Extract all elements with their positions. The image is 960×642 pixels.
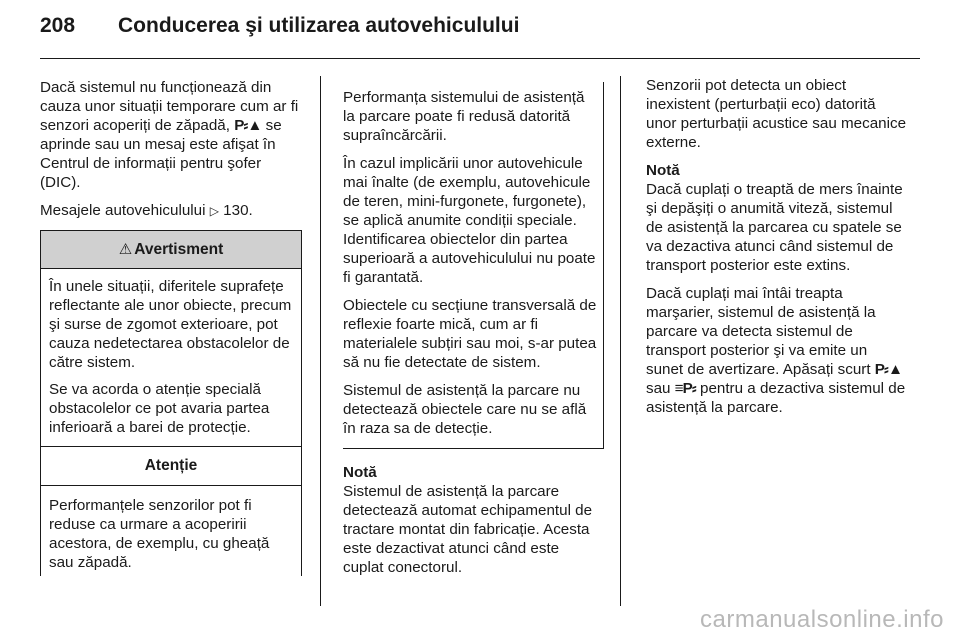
paragraph: Mesajele autovehiculului ▷ 130. (40, 202, 253, 219)
parking-assist-icon: P⸗▲ (874, 361, 903, 378)
column-divider-2 (620, 76, 621, 606)
notice-text: În cazul implicării unor autovehicule mai înalte (de exemplu, autovehicule de teren, mini-furgonete, furgonete), se aplică anumite condiții speciale. Identificarea obiectelor din partea superioară a autovehiculului nu poate fi garantată. (343, 155, 596, 286)
note-block (646, 161, 908, 275)
warning-header: ⚠ Avertisment (41, 230, 301, 269)
note-text: Dacă cuplați o treaptă de mers înainte şi depăşiți o anumită viteză, sistemul de asistență la parcarea cu spatele se va dezactiva atunci când sistemul de transport posterior este extins. (646, 181, 903, 274)
column-divider-1 (320, 76, 321, 606)
page-reference[interactable]: 130. (223, 202, 253, 219)
notice-box (343, 82, 604, 449)
page-ref-arrow-icon: ▷ (209, 204, 219, 218)
paragraph: Senzorii pot detecta un obiect inexistent (perturbații eco) datorită unor perturbații acustice sau mecanice externe. (646, 77, 907, 151)
warning-text: Se va acorda o atenție specială obstacolelor ce pot avaria partea inferioară a barei de protecție. (49, 381, 270, 436)
note-title: Notă (343, 464, 377, 481)
note-title: Notă (646, 162, 680, 179)
parking-assist-icon: P⸗▲ (234, 117, 262, 134)
column-2 (343, 84, 601, 577)
note-block (343, 463, 601, 577)
chapter-title: Conducerea şi utilizarea autovehiculului (118, 14, 520, 37)
page-header (40, 14, 519, 44)
notice-text: Obiectele cu secțiune transversală de reflexie foarte mică, cum ar fi materialele subțiri sau moi, s-ar putea să nu fie detectate de sistem. (343, 297, 597, 371)
paragraph: Dacă sistemul nu funcționează din cauza unor situații temporare cum ar fi senzori acoperiți de zăpadă, P⸗▲ se aprinde sau un mesaj este afişat în Centrul de informații pentru şofer (DIC). (40, 79, 299, 191)
note-text: Sistemul de asistență la parcare detectează automat echipamentul de tractare montat din fabricație. Acesta este dezactivat atunci când este cuplat conectorul. (343, 483, 593, 576)
watermark: carmanualsonline.info (700, 606, 944, 633)
caution-text: Performanțele senzorilor pot fi reduse ca urmare a acoperirii acestora, de exemplu, cu gheață sau zăpadă. (49, 497, 270, 571)
warning-triangle-icon: ⚠ (118, 241, 133, 258)
warning-box (40, 230, 302, 448)
column-3 (646, 76, 908, 426)
page-number: 208 (40, 14, 76, 37)
caution-header: Atenție (40, 446, 302, 486)
warning-text: În unele situații, diferitele suprafețe reflectante ale unor obiecte, precum şi surse de zgomot exterioare, pot cauza nedetectarea obstacolelor de către sistem. (49, 278, 292, 371)
header-rule (40, 58, 920, 59)
notice-text: Sistemul de asistență la parcare nu detectează obiectele care nu se află în raza sa de detecție. (343, 382, 587, 437)
notice-text: Performanța sistemului de asistență la parcare poate fi redusă datorită supraîncărcării. (343, 89, 585, 144)
column-1 (40, 78, 302, 448)
paragraph: Dacă cuplați mai întâi treapta marşarier, sistemul de asistență la parcare va detecta sistemul de transport posterior şi va emite un sunet de avertizare. Apăsați scurt P⸗▲ sau ≡P⸗ pentru a dezactiva sistemul de asistență la parcare. (646, 285, 906, 416)
caution-box (40, 446, 302, 576)
parking-assist-menu-icon: ≡P⸗ (674, 380, 696, 397)
